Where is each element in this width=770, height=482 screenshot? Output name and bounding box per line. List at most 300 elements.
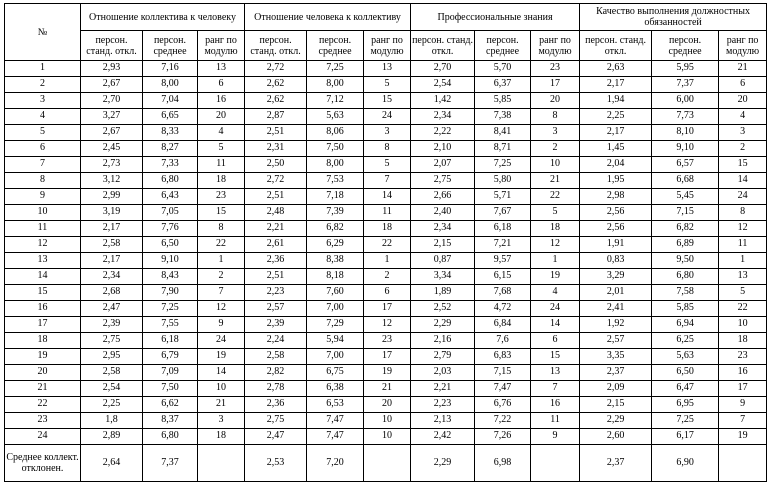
table-row xyxy=(5,141,767,157)
subheader-stddev: персон. станд. откл. xyxy=(81,31,143,61)
subheader-row xyxy=(5,31,767,61)
subheader-rank: ранг по модулю xyxy=(531,31,580,61)
table-cell: 2,21 xyxy=(411,381,475,397)
table-cell: 2,72 xyxy=(245,173,307,189)
row-number: 14 xyxy=(5,269,81,285)
table-row xyxy=(5,317,767,333)
group-header-duty-performance: Качество выполнения должностных обязанностей xyxy=(580,4,767,31)
table-cell: 18 xyxy=(198,173,245,189)
table-row xyxy=(5,397,767,413)
table-cell: 1,94 xyxy=(580,93,652,109)
subheader-mean: персон. среднее xyxy=(475,31,531,61)
table-cell: 7,50 xyxy=(307,141,364,157)
table-cell: 6,82 xyxy=(307,221,364,237)
table-cell: 6,25 xyxy=(652,333,719,349)
table-cell: 2,31 xyxy=(245,141,307,157)
table-cell: 6 xyxy=(198,77,245,93)
table-cell: 3 xyxy=(198,413,245,429)
footer-row xyxy=(5,445,767,482)
table-cell: 6,80 xyxy=(143,429,198,445)
table-cell: 22 xyxy=(364,237,411,253)
subheader-rank: ранг по модулю xyxy=(364,31,411,61)
row-number: 1 xyxy=(5,61,81,77)
table-cell: 7,00 xyxy=(307,349,364,365)
row-number: 12 xyxy=(5,237,81,253)
subheader-mean: персон. среднее xyxy=(143,31,198,61)
group-header-person-to-collective: Отношение человека к коллективу xyxy=(245,4,411,31)
table-cell: 2,68 xyxy=(81,285,143,301)
table-cell: 11 xyxy=(719,237,767,253)
table-cell: 23 xyxy=(198,189,245,205)
table-cell: 7,6 xyxy=(475,333,531,349)
footer-cell: 6,98 xyxy=(475,445,531,482)
table-cell: 21 xyxy=(719,61,767,77)
footer-cell xyxy=(198,445,245,482)
table-cell: 7,68 xyxy=(475,285,531,301)
table-cell: 7,18 xyxy=(307,189,364,205)
table-cell: 13 xyxy=(719,269,767,285)
table-cell: 22 xyxy=(531,189,580,205)
table-row xyxy=(5,285,767,301)
table-cell: 2,51 xyxy=(245,125,307,141)
table-cell: 2,34 xyxy=(411,221,475,237)
table-cell: 13 xyxy=(364,61,411,77)
table-cell: 6,18 xyxy=(475,221,531,237)
table-cell: 20 xyxy=(719,93,767,109)
row-number: 2 xyxy=(5,77,81,93)
table-cell: 17 xyxy=(719,381,767,397)
table-cell: 3 xyxy=(719,125,767,141)
table-cell: 7,39 xyxy=(307,205,364,221)
table-cell: 20 xyxy=(364,397,411,413)
table-cell: 8,10 xyxy=(652,125,719,141)
table-cell: 7,76 xyxy=(143,221,198,237)
table-cell: 24 xyxy=(198,333,245,349)
table-cell: 8,71 xyxy=(475,141,531,157)
table-cell: 2,39 xyxy=(81,317,143,333)
row-number: 24 xyxy=(5,429,81,445)
table-cell: 9,10 xyxy=(143,253,198,269)
table-cell: 2,79 xyxy=(411,349,475,365)
table-cell: 2 xyxy=(531,141,580,157)
table-cell: 23 xyxy=(531,61,580,77)
table-cell: 2,36 xyxy=(245,397,307,413)
table-cell: 6,57 xyxy=(652,157,719,173)
table-cell: 5 xyxy=(364,77,411,93)
row-number: 20 xyxy=(5,365,81,381)
footer-cell xyxy=(719,445,767,482)
table-cell: 7,73 xyxy=(652,109,719,125)
table-cell: 8,38 xyxy=(307,253,364,269)
table-cell: 2,07 xyxy=(411,157,475,173)
table-cell: 2,21 xyxy=(245,221,307,237)
subheader-stddev: персон. станд. откл. xyxy=(580,31,652,61)
row-number: 13 xyxy=(5,253,81,269)
table-cell: 18 xyxy=(364,221,411,237)
table-cell: 2,09 xyxy=(580,381,652,397)
table-cell: 11 xyxy=(531,413,580,429)
table-cell: 2,15 xyxy=(580,397,652,413)
table-cell: 2,95 xyxy=(81,349,143,365)
table-cell: 5,71 xyxy=(475,189,531,205)
table-cell: 6,47 xyxy=(652,381,719,397)
table-cell: 1,91 xyxy=(580,237,652,253)
table-row xyxy=(5,413,767,429)
table-cell: 6,94 xyxy=(652,317,719,333)
table-cell: 7,15 xyxy=(652,205,719,221)
table-cell: 2,25 xyxy=(81,397,143,413)
table-cell: 9 xyxy=(719,397,767,413)
table-cell: 5,94 xyxy=(307,333,364,349)
table-cell: 1,45 xyxy=(580,141,652,157)
table-cell: 15 xyxy=(364,93,411,109)
row-number: 6 xyxy=(5,141,81,157)
table-cell: 6,50 xyxy=(652,365,719,381)
row-number: 16 xyxy=(5,301,81,317)
table-cell: 2,54 xyxy=(411,77,475,93)
table-cell: 13 xyxy=(531,365,580,381)
table-cell: 0,83 xyxy=(580,253,652,269)
row-number: 7 xyxy=(5,157,81,173)
table-cell: 4 xyxy=(198,125,245,141)
table-row xyxy=(5,61,767,77)
table-cell: 2,25 xyxy=(580,109,652,125)
table-cell: 7,05 xyxy=(143,205,198,221)
table-cell: 6,82 xyxy=(652,221,719,237)
table-cell: 2,47 xyxy=(245,429,307,445)
table-cell: 2,87 xyxy=(245,109,307,125)
table-cell: 22 xyxy=(719,301,767,317)
table-cell: 9,50 xyxy=(652,253,719,269)
table-cell: 7,55 xyxy=(143,317,198,333)
table-cell: 1,8 xyxy=(81,413,143,429)
table-cell: 2,56 xyxy=(580,221,652,237)
table-cell: 2,58 xyxy=(245,349,307,365)
table-cell: 2 xyxy=(719,141,767,157)
table-cell: 7,47 xyxy=(307,413,364,429)
table-cell: 3,35 xyxy=(580,349,652,365)
table-cell: 8,00 xyxy=(143,77,198,93)
table-cell: 17 xyxy=(531,77,580,93)
table-cell: 6,15 xyxy=(475,269,531,285)
table-cell: 21 xyxy=(364,381,411,397)
row-number: 21 xyxy=(5,381,81,397)
table-cell: 15 xyxy=(198,205,245,221)
table-cell: 1 xyxy=(364,253,411,269)
table-cell: 5,63 xyxy=(652,349,719,365)
row-number: 8 xyxy=(5,173,81,189)
table-cell: 2,41 xyxy=(580,301,652,317)
table-cell: 2,42 xyxy=(411,429,475,445)
table-cell: 2 xyxy=(364,269,411,285)
table-cell: 7,16 xyxy=(143,61,198,77)
table-cell: 7,60 xyxy=(307,285,364,301)
table-cell: 16 xyxy=(719,365,767,381)
table-cell: 2,73 xyxy=(81,157,143,173)
table-cell: 7,33 xyxy=(143,157,198,173)
table-cell: 7,25 xyxy=(307,61,364,77)
table-cell: 8,41 xyxy=(475,125,531,141)
table-cell: 1 xyxy=(719,253,767,269)
table-cell: 3,34 xyxy=(411,269,475,285)
table-cell: 6,37 xyxy=(475,77,531,93)
row-number: 3 xyxy=(5,93,81,109)
table-cell: 12 xyxy=(719,221,767,237)
table-cell: 2,51 xyxy=(245,189,307,205)
table-cell: 14 xyxy=(198,365,245,381)
table-cell: 2,50 xyxy=(245,157,307,173)
table-cell: 2,17 xyxy=(81,221,143,237)
table-cell: 6,95 xyxy=(652,397,719,413)
table-cell: 2,48 xyxy=(245,205,307,221)
row-number: 22 xyxy=(5,397,81,413)
table-cell: 0,87 xyxy=(411,253,475,269)
table-cell: 7,15 xyxy=(475,365,531,381)
table-cell: 12 xyxy=(364,317,411,333)
table-cell: 7,04 xyxy=(143,93,198,109)
table-row xyxy=(5,173,767,189)
table-cell: 1,92 xyxy=(580,317,652,333)
table-cell: 2,52 xyxy=(411,301,475,317)
table-cell: 11 xyxy=(198,157,245,173)
table-cell: 2,61 xyxy=(245,237,307,253)
table-cell: 2,16 xyxy=(411,333,475,349)
table-cell: 24 xyxy=(531,301,580,317)
table-cell: 7,37 xyxy=(652,77,719,93)
table-cell: 4 xyxy=(531,285,580,301)
table-cell: 14 xyxy=(364,189,411,205)
table-cell: 2,54 xyxy=(81,381,143,397)
table-cell: 3,29 xyxy=(580,269,652,285)
table-cell: 5,45 xyxy=(652,189,719,205)
table-cell: 2,58 xyxy=(81,237,143,253)
table-cell: 9 xyxy=(531,429,580,445)
subheader-stddev: персон. станд. откл. xyxy=(245,31,307,61)
table-cell: 15 xyxy=(719,157,767,173)
table-cell: 7,09 xyxy=(143,365,198,381)
table-cell: 6,62 xyxy=(143,397,198,413)
table-cell: 2,82 xyxy=(245,365,307,381)
table-cell: 20 xyxy=(198,109,245,125)
table-cell: 22 xyxy=(198,237,245,253)
table-cell: 7,90 xyxy=(143,285,198,301)
table-cell: 6,53 xyxy=(307,397,364,413)
footer-cell: 2,53 xyxy=(245,445,307,482)
row-number: 11 xyxy=(5,221,81,237)
table-cell: 9,57 xyxy=(475,253,531,269)
table-cell: 12 xyxy=(198,301,245,317)
table-cell: 2,75 xyxy=(411,173,475,189)
table-cell: 8,06 xyxy=(307,125,364,141)
table-cell: 2,66 xyxy=(411,189,475,205)
table-cell: 2,29 xyxy=(411,317,475,333)
table-cell: 2,56 xyxy=(580,205,652,221)
table-cell: 6,79 xyxy=(143,349,198,365)
table-cell: 7,47 xyxy=(307,429,364,445)
table-cell: 2,58 xyxy=(81,365,143,381)
table-cell: 6,00 xyxy=(652,93,719,109)
table-row xyxy=(5,365,767,381)
row-number: 17 xyxy=(5,317,81,333)
table-cell: 8,43 xyxy=(143,269,198,285)
table-row xyxy=(5,429,767,445)
table-cell: 6 xyxy=(531,333,580,349)
table-cell: 14 xyxy=(531,317,580,333)
table-cell: 2,72 xyxy=(245,61,307,77)
table-cell: 6,18 xyxy=(143,333,198,349)
table-cell: 8 xyxy=(364,141,411,157)
table-cell: 1 xyxy=(198,253,245,269)
table-cell: 7,25 xyxy=(143,301,198,317)
table-cell: 2,47 xyxy=(81,301,143,317)
table-cell: 2 xyxy=(198,269,245,285)
footer-label: Среднее коллект. отклонен. xyxy=(5,445,81,482)
table-cell: 2,04 xyxy=(580,157,652,173)
table-cell: 9,10 xyxy=(652,141,719,157)
table-cell: 2,78 xyxy=(245,381,307,397)
row-number: 19 xyxy=(5,349,81,365)
table-cell: 5,63 xyxy=(307,109,364,125)
table-cell: 5,85 xyxy=(475,93,531,109)
table-cell: 23 xyxy=(719,349,767,365)
table-cell: 3 xyxy=(531,125,580,141)
table-cell: 6,76 xyxy=(475,397,531,413)
table-cell: 6 xyxy=(719,77,767,93)
table-cell: 7,00 xyxy=(307,301,364,317)
table-cell: 10 xyxy=(531,157,580,173)
table-cell: 10 xyxy=(198,381,245,397)
table-cell: 5 xyxy=(531,205,580,221)
table-cell: 6,38 xyxy=(307,381,364,397)
table-cell: 13 xyxy=(198,61,245,77)
table-cell: 2,57 xyxy=(245,301,307,317)
table-cell: 16 xyxy=(198,93,245,109)
table-cell: 10 xyxy=(719,317,767,333)
table-row xyxy=(5,109,767,125)
table-cell: 17 xyxy=(364,301,411,317)
table-row xyxy=(5,157,767,173)
table-cell: 7,22 xyxy=(475,413,531,429)
table-cell: 21 xyxy=(531,173,580,189)
table-cell: 2,23 xyxy=(411,397,475,413)
table-cell: 2,17 xyxy=(580,125,652,141)
number-column-header: № xyxy=(5,4,81,61)
table-cell: 18 xyxy=(531,221,580,237)
table-cell: 5 xyxy=(719,285,767,301)
table-cell: 7,67 xyxy=(475,205,531,221)
table-row xyxy=(5,93,767,109)
table-cell: 2,63 xyxy=(580,61,652,77)
table-cell: 2,17 xyxy=(580,77,652,93)
table-cell: 20 xyxy=(531,93,580,109)
table-cell: 19 xyxy=(198,349,245,365)
table-cell: 10 xyxy=(364,429,411,445)
table-cell: 1 xyxy=(531,253,580,269)
table-cell: 2,67 xyxy=(81,125,143,141)
row-number: 9 xyxy=(5,189,81,205)
table-cell: 19 xyxy=(364,365,411,381)
table-cell: 2,45 xyxy=(81,141,143,157)
table-cell: 2,29 xyxy=(580,413,652,429)
table-cell: 2,37 xyxy=(580,365,652,381)
footer-cell: 2,37 xyxy=(580,445,652,482)
subheader-mean: персон. среднее xyxy=(307,31,364,61)
table-cell: 7 xyxy=(198,285,245,301)
subheader-mean: персон. среднее xyxy=(652,31,719,61)
table-cell: 2,03 xyxy=(411,365,475,381)
table-cell: 6,83 xyxy=(475,349,531,365)
table-cell: 2,75 xyxy=(81,333,143,349)
table-cell: 2,23 xyxy=(245,285,307,301)
table-cell: 5 xyxy=(364,157,411,173)
table-cell: 5,85 xyxy=(652,301,719,317)
table-cell: 2,36 xyxy=(245,253,307,269)
table-cell: 5 xyxy=(198,141,245,157)
table-cell: 19 xyxy=(719,429,767,445)
table-row xyxy=(5,205,767,221)
table-cell: 2,89 xyxy=(81,429,143,445)
table-cell: 2,98 xyxy=(580,189,652,205)
table-cell: 2,24 xyxy=(245,333,307,349)
table-cell: 7,50 xyxy=(143,381,198,397)
group-header-collective-to-person: Отношение коллектива к человеку xyxy=(81,4,245,31)
table-cell: 3,19 xyxy=(81,205,143,221)
table-cell: 6,50 xyxy=(143,237,198,253)
table-cell: 7,53 xyxy=(307,173,364,189)
table-cell: 7,29 xyxy=(307,317,364,333)
table-cell: 1,95 xyxy=(580,173,652,189)
footer-cell: 7,37 xyxy=(143,445,198,482)
table-cell: 2,17 xyxy=(81,253,143,269)
subheader-stddev: персон. станд. откл. xyxy=(411,31,475,61)
table-cell: 6,80 xyxy=(652,269,719,285)
footer-cell: 2,64 xyxy=(81,445,143,482)
table-cell: 4 xyxy=(719,109,767,125)
table-cell: 14 xyxy=(719,173,767,189)
table-cell: 6,43 xyxy=(143,189,198,205)
table-cell: 8 xyxy=(531,109,580,125)
table-cell: 11 xyxy=(364,205,411,221)
table-cell: 2,15 xyxy=(411,237,475,253)
table-cell: 18 xyxy=(198,429,245,445)
table-row xyxy=(5,237,767,253)
table-row xyxy=(5,77,767,93)
table-cell: 7 xyxy=(531,381,580,397)
table-row xyxy=(5,349,767,365)
group-header-professional-knowledge: Профессиональные знания xyxy=(411,4,580,31)
footer-cell: 6,90 xyxy=(652,445,719,482)
subheader-rank: ранг по модулю xyxy=(719,31,767,61)
table-cell: 2,10 xyxy=(411,141,475,157)
table-cell: 2,93 xyxy=(81,61,143,77)
table-cell: 6 xyxy=(364,285,411,301)
table-cell: 2,70 xyxy=(411,61,475,77)
table-cell: 2,67 xyxy=(81,77,143,93)
table-row xyxy=(5,189,767,205)
table-cell: 24 xyxy=(719,189,767,205)
table-cell: 6,80 xyxy=(143,173,198,189)
table-cell: 8,00 xyxy=(307,77,364,93)
row-number: 15 xyxy=(5,285,81,301)
table-cell: 2,34 xyxy=(411,109,475,125)
table-cell: 2,51 xyxy=(245,269,307,285)
table-cell: 24 xyxy=(364,109,411,125)
table-cell: 2,70 xyxy=(81,93,143,109)
table-cell: 7,58 xyxy=(652,285,719,301)
row-number: 4 xyxy=(5,109,81,125)
table-cell: 6,17 xyxy=(652,429,719,445)
table-cell: 2,13 xyxy=(411,413,475,429)
